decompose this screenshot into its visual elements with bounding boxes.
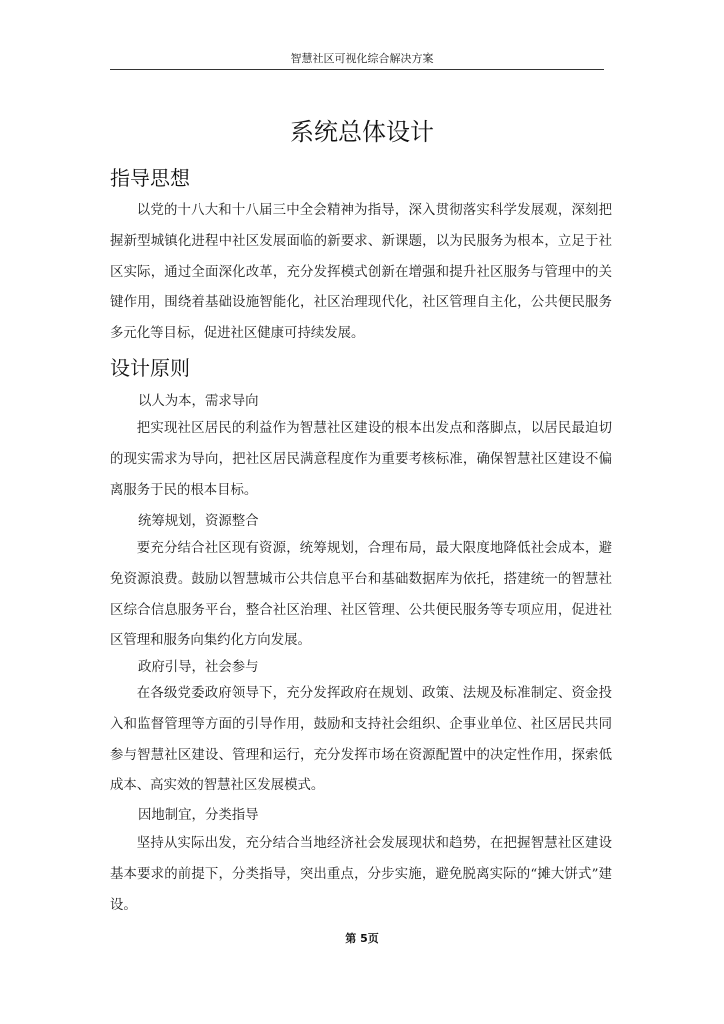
header-title: 智慧社区可视化综合解决方案 (290, 52, 434, 65)
section-heading-design-principles: 设计原则 (110, 356, 190, 380)
guiding-ideology-paragraph: 以党的十八大和十八届三中全会精神为指导，深入贯彻落实科学发展观，深刻把握新型城镇化进程中社区发展面临的新要求、新课题，以为民服务为根本，立足于社区实际，通过全面深化改革，充分发挥模式创新在增强和提升社区服务与管理中的关键作用，围绕着基础设施智能化，社区治理现代化，社区管理自主化，公共便民服务多元化等目标，促进社区健康可持续发展。 (110, 203, 612, 342)
principle-text-people-oriented: 把实现社区居民的利益作为智慧社区建设的根本出发点和落脚点，以居民最迫切的现实需求为导向，把社区居民满意程度作为重要考核标准，确保智慧社区建设不偏离服务于民的根本目标。 (110, 421, 612, 498)
principle-text-local-conditions: 坚持从实际出发，充分结合当地经济社会发展现状和趋势，在把握智慧社区建设基本要求的前提下，分类指导，突出重点，分步实施，避免脱离实际的“摊大饼式”建设。 (110, 836, 612, 913)
principle-title-government-guidance: 政府引导，社会参与 (138, 660, 259, 675)
header-divider (110, 69, 604, 70)
section-heading-guiding-ideology: 指导思想 (110, 166, 190, 190)
principle-text-government-guidance: 在各级党委政府领导下，充分发挥政府在规划、政策、法规及标准制定、资金投入和监督管理等方面的引导作用，鼓励和支持社会组织、企事业单位、社区居民共同参与智慧社区建设、管理和运行，充分发挥市场在资源配置中的决定性作用，探索低成本、高实效的智慧社区发展模式。 (110, 686, 612, 794)
principle-title-overall-planning: 统筹规划，资源整合 (138, 514, 259, 529)
principle-text-overall-planning: 要充分结合社区现有资源，统筹规划，合理布局，最大限度地降低社会成本，避免资源浪费。鼓励以智慧城市公共信息平台和基础数据库为依托，搭建统一的智慧社区综合信息服务平台，整合社区治理、社区管理、公共便民服务等专项应用，促进社区管理和服务向集约化方向发展。 (110, 541, 612, 649)
page-number: 第 5页 (345, 932, 379, 945)
principle-title-local-conditions: 因地制宜，分类指导 (138, 808, 259, 823)
page-title: 系统总体设计 (290, 118, 434, 146)
principle-title-people-oriented: 以人为本，需求导向 (138, 394, 259, 409)
